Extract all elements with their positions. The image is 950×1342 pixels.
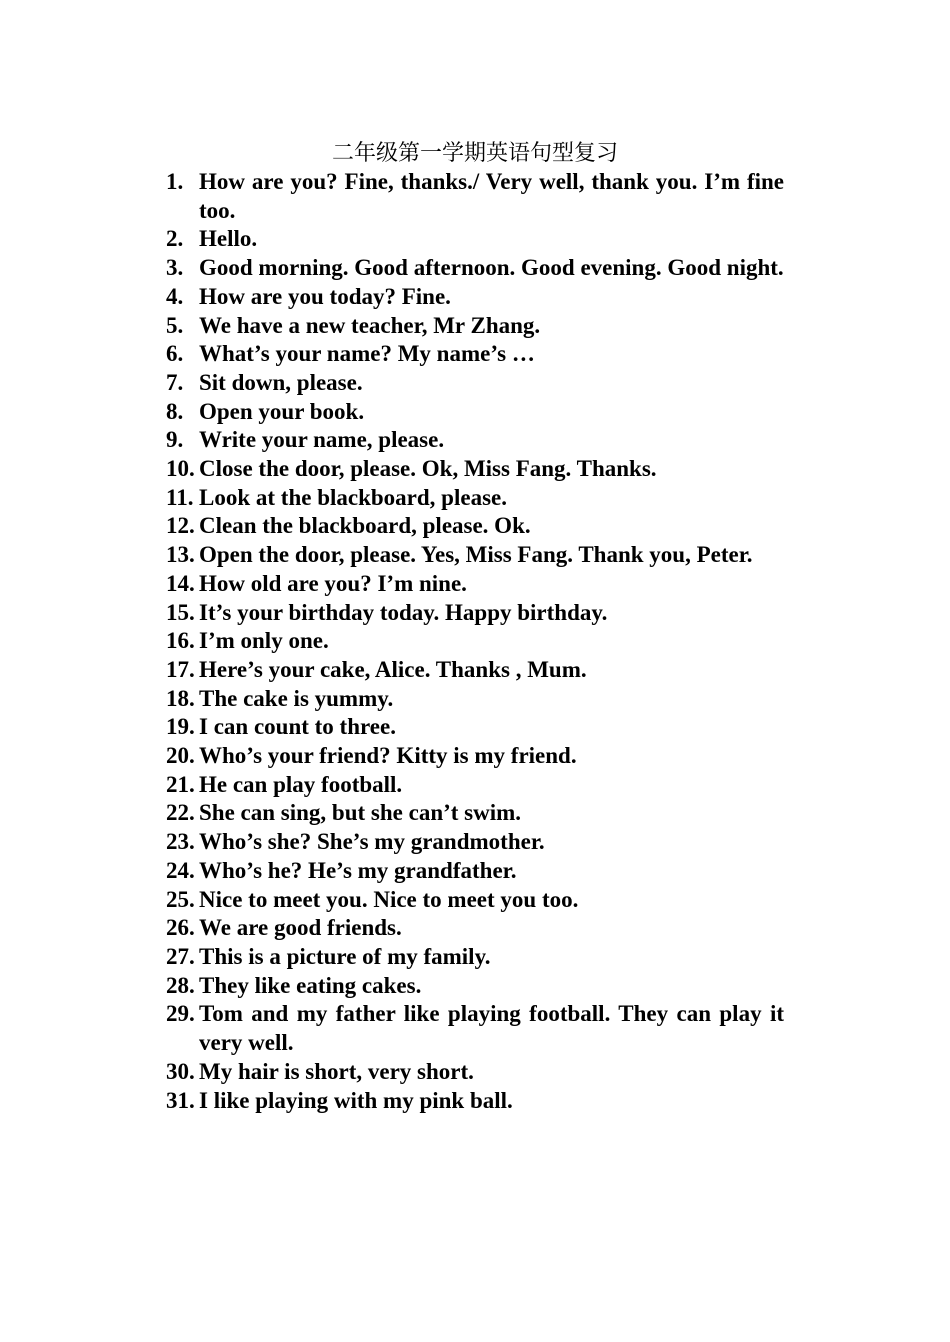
list-item	[166, 541, 784, 570]
item-text: Tom and my father like playing football. They can play it very well.	[199, 1001, 784, 1056]
list-item	[166, 225, 784, 254]
item-text: Who’s he? He’s my grandfather.	[199, 857, 517, 883]
list-item	[166, 799, 784, 828]
item-number: 28.	[166, 972, 195, 998]
list-item	[166, 340, 784, 369]
item-text: Write your name, please.	[199, 427, 445, 453]
item-number: 26.	[166, 915, 195, 941]
item-number: 29.	[166, 1001, 195, 1027]
list-item	[166, 599, 784, 628]
item-text: Look at the blackboard, please.	[199, 484, 507, 510]
page-title: 二年级第一学期英语句型复习	[331, 141, 618, 166]
item-text: Open your book.	[199, 398, 365, 424]
item-text: I can count to three.	[199, 714, 396, 740]
item-number: 17.	[166, 656, 195, 682]
list-item	[166, 312, 784, 341]
item-number: 4.	[166, 283, 184, 309]
item-text: I like playing with my pink ball.	[199, 1087, 513, 1113]
item-number: 11.	[166, 484, 194, 510]
list-item	[166, 914, 784, 943]
list-item	[166, 1058, 784, 1087]
list-item	[166, 685, 784, 714]
list-item	[166, 1000, 784, 1057]
item-number: 27.	[166, 943, 195, 969]
item-text: How old are you? I’m nine.	[199, 570, 467, 596]
item-number: 6.	[166, 341, 184, 367]
item-text: Clean the blackboard, please. Ok.	[199, 513, 531, 539]
sentence-list	[166, 168, 784, 1115]
list-item	[166, 398, 784, 427]
item-text: Nice to meet you. Nice to meet you too.	[199, 886, 579, 912]
item-number: 5.	[166, 312, 184, 338]
item-text: Good morning. Good afternoon. Good evening. Good night.	[199, 255, 784, 281]
item-text: I’m only one.	[199, 628, 329, 654]
item-text: He can play football.	[199, 771, 403, 797]
item-text: We have a new teacher, Mr Zhang.	[199, 312, 541, 338]
list-item	[166, 886, 784, 915]
list-item	[166, 828, 784, 857]
item-text: Who’s your friend? Kitty is my friend.	[199, 743, 577, 769]
list-item	[166, 972, 784, 1001]
item-number: 30.	[166, 1058, 195, 1084]
list-item	[166, 742, 784, 771]
list-item	[166, 713, 784, 742]
item-number: 19.	[166, 714, 195, 740]
list-item	[166, 1087, 784, 1116]
item-text: Who’s she? She’s my grandmother.	[199, 829, 545, 855]
item-text: The cake is yummy.	[199, 685, 394, 711]
item-number: 1.	[166, 169, 184, 194]
item-number: 3.	[166, 255, 184, 281]
item-text: How are you? Fine, thanks./ Very well, thank you. I’m fine too.	[199, 169, 784, 223]
item-text: My hair is short, very short.	[199, 1058, 474, 1084]
item-text: Open the door, please. Yes, Miss Fang. Thank you, Peter.	[199, 542, 753, 568]
list-item	[166, 512, 784, 541]
item-number: 24.	[166, 857, 195, 883]
item-number: 12.	[166, 513, 195, 539]
list-item	[166, 283, 784, 312]
list-item	[166, 771, 784, 800]
item-text: How are you today? Fine.	[199, 283, 451, 309]
item-number: 23.	[166, 829, 195, 855]
item-text: Close the door, please. Ok, Miss Fang. Thanks.	[199, 456, 657, 482]
item-text: Sit down, please.	[199, 369, 363, 395]
item-number: 18.	[166, 685, 195, 711]
item-number: 20.	[166, 743, 195, 769]
list-item	[166, 455, 784, 484]
item-text: We are good friends.	[199, 915, 402, 941]
item-number: 16.	[166, 628, 195, 654]
item-text: Here’s your cake, Alice. Thanks , Mum.	[199, 656, 587, 682]
item-text: What’s your name? My name’s …	[199, 341, 535, 367]
item-text: They like eating cakes.	[199, 972, 422, 998]
list-item	[166, 254, 784, 283]
list-item	[166, 627, 784, 656]
list-item	[166, 570, 784, 599]
item-number: 13.	[166, 542, 195, 568]
item-number: 10.	[166, 456, 195, 482]
item-number: 22.	[166, 800, 195, 826]
list-item	[166, 369, 784, 398]
item-number: 31.	[166, 1087, 195, 1113]
list-item	[166, 426, 784, 455]
item-text: It’s your birthday today. Happy birthday.	[199, 599, 608, 625]
item-number: 9.	[166, 427, 184, 453]
item-text: She can sing, but she can’t swim.	[199, 800, 522, 826]
item-text: Hello.	[199, 226, 258, 252]
item-number: 14.	[166, 570, 195, 596]
item-text: This is a picture of my family.	[199, 943, 491, 969]
item-number: 2.	[166, 226, 184, 252]
list-item	[166, 857, 784, 886]
item-number: 25.	[166, 886, 195, 912]
list-item	[166, 656, 784, 685]
item-number: 21.	[166, 771, 195, 797]
item-number: 7.	[166, 369, 184, 395]
list-item	[166, 168, 784, 225]
list-item	[166, 484, 784, 513]
list-item	[166, 943, 784, 972]
item-number: 8.	[166, 398, 184, 424]
item-number: 15.	[166, 599, 195, 625]
